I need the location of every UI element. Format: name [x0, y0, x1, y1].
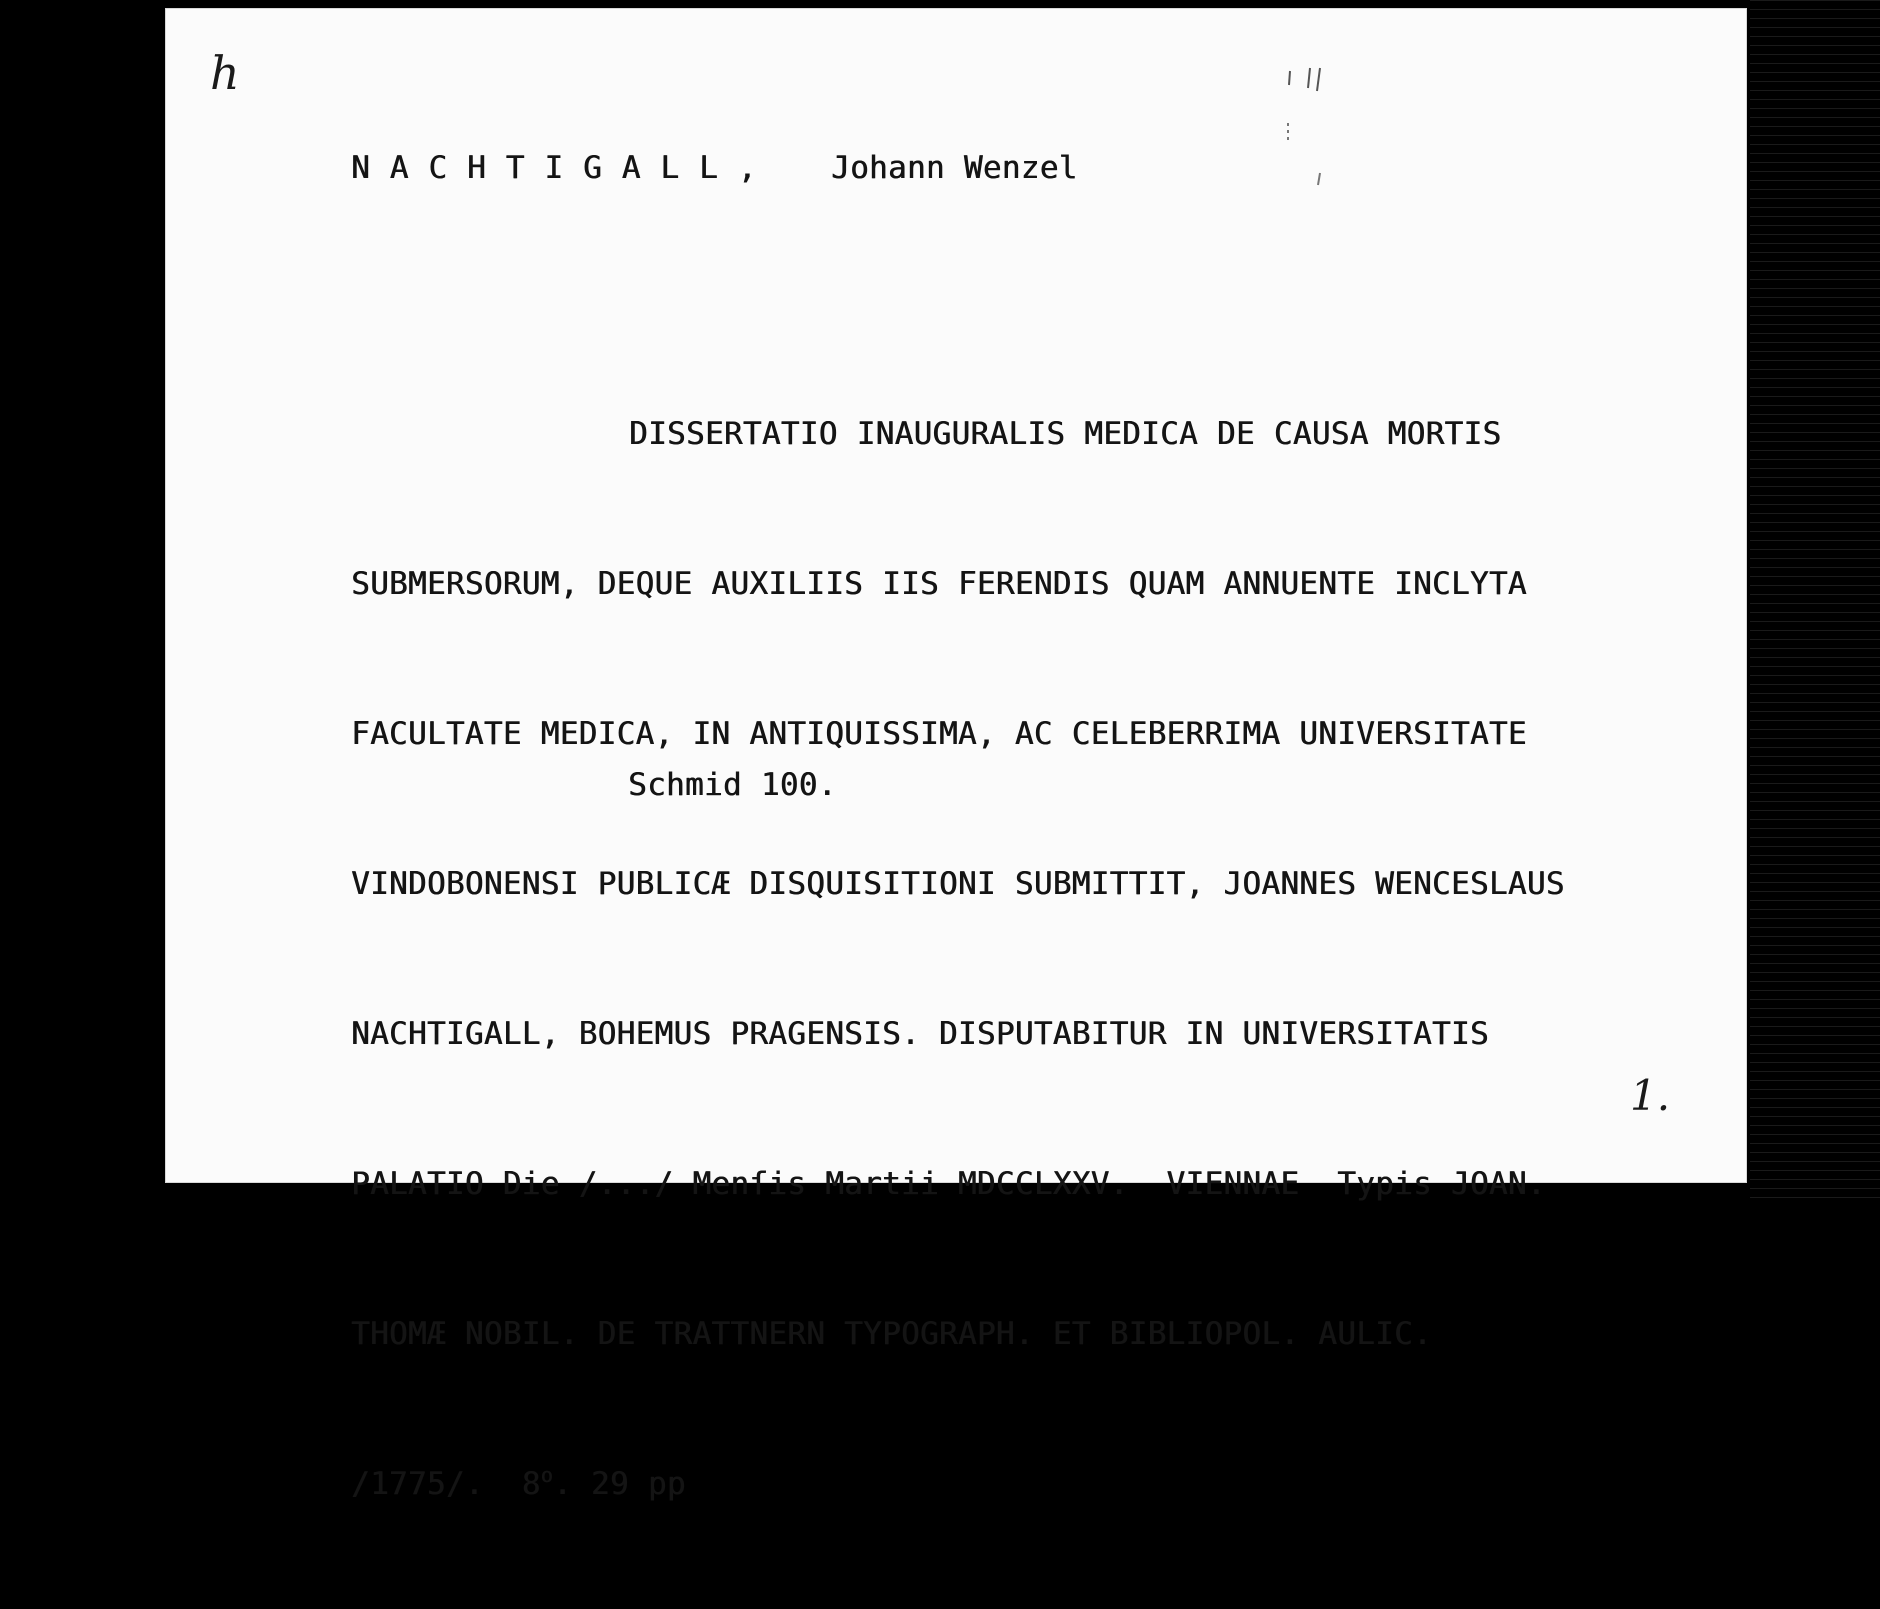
title-block [351, 309, 1565, 1609]
title-line: DISSERTATIO INAUGURALIS MEDICA DE CAUSA MORTIS [629, 416, 1502, 452]
format-number: 8 [521, 1466, 541, 1502]
title-line: PALATIO Die /.../ Menſis Martii MDCCLXXV. VIENNAE Typis JOAN. [351, 1166, 1546, 1202]
imprint-line [351, 1459, 1565, 1509]
title-line: SUBMERSORUM, DEQUE AUXILIIS IIS FERENDIS QUAM ANNUENTE INCLYTA [351, 566, 1527, 602]
format-degree: o [540, 1463, 553, 1487]
author-forenames: Johann Wenzel [831, 150, 1078, 186]
imprint-year: /1775/. [351, 1466, 484, 1502]
title-line: NACHTIGALL, BOHEMUS PRAGENSIS. DISPUTABITUR IN UNIVERSITATIS [351, 1016, 1489, 1052]
handwritten-card-number: 1. [1630, 1071, 1671, 1120]
bibliographic-reference: Schmid 100. [628, 767, 837, 803]
title-line: THOMÆ NOBIL. DE TRATTNERN TYPOGRAPH. ET BIBLIOPOL. AULIC. [351, 1316, 1432, 1352]
handwritten-mark: h [210, 46, 240, 100]
page-count: . 29 pp [553, 1466, 686, 1502]
catalog-card [165, 8, 1747, 1502]
pencil-marks [1280, 63, 1340, 193]
author-surname: NACHTIGALL, [351, 150, 777, 186]
title-line: FACULTATE MEDICA, IN ANTIQUISSIMA, AC CELEBERRIMA UNIVERSITATE [351, 716, 1527, 752]
title-line: VINDOBONENSI PUBLICÆ DISQUISITIONI SUBMITTIT, JOANNES WENCESLAUS [351, 866, 1565, 902]
scan-border [1750, 0, 1880, 1198]
